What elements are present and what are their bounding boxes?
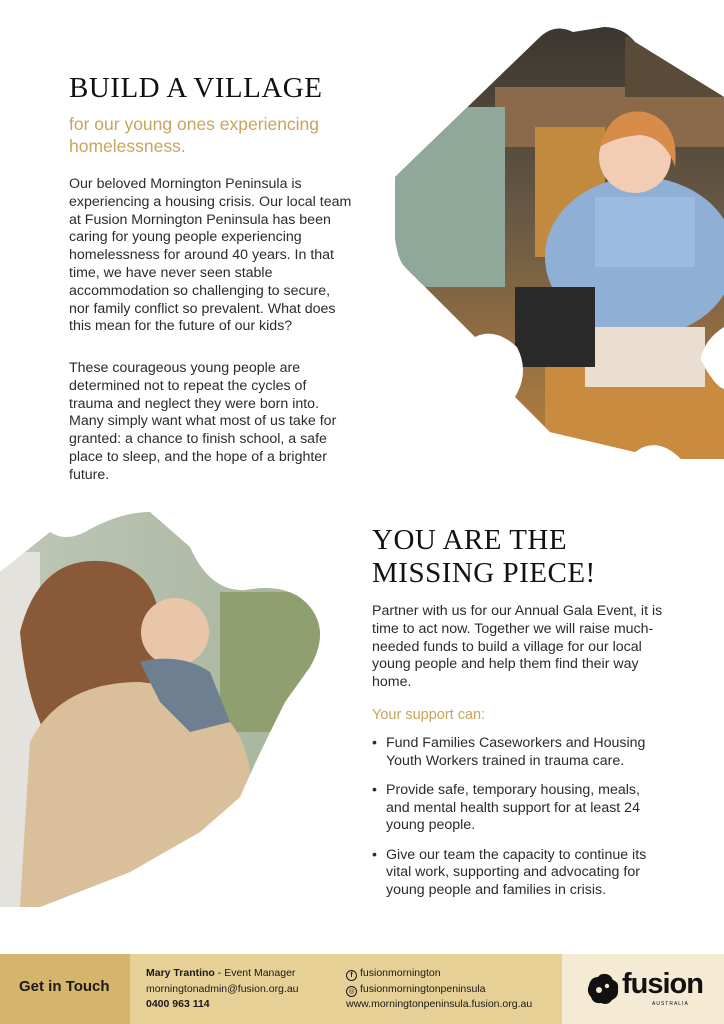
support-list [372,735,662,911]
support-list-item [372,782,662,835]
support-list-item [372,847,662,900]
support-heading: Your support can: [372,707,486,723]
instagram-link[interactable] [346,982,532,998]
contact-phone[interactable]: 0400 963 114 [146,998,210,1010]
puzzle-photo-smiling-girl [395,27,724,459]
intro-paragraph-1: Our beloved Mornington Peninsula is experiencing a housing crisis. Our local team at Fusion Mornington Peninsula has been caring for young people experiencing homelessness for around 40 years. In that time, we have never seen stable accommodation so challenging to secure, nor family conflict so prevalent. What does this mean for the future of our kids? [69,176,352,335]
social-details [346,966,532,1013]
instagram-handle: fusionmorningtonpeninsula [360,982,486,995]
footer [0,954,724,1024]
facebook-link[interactable] [346,966,532,982]
instagram-icon: ◎ [346,986,357,997]
support-list-item [372,735,662,770]
support-list-item-text: Fund Families Caseworkers and Housing Youth Workers trained in trauma care. [386,735,646,769]
gala-paragraph: Partner with us for our Annual Gala Event, it is time to act now. Together we will raise much-needed funds to build a village for our local young people and help them find their way home. [372,603,663,691]
contact-email[interactable]: morningtonadmin@fusion.org.au [146,982,299,995]
footer-get-in-touch-panel [0,954,130,1024]
support-list-item-text: Provide safe, temporary housing, meals, and mental health support for at least 24 young people. [386,782,640,833]
website-link[interactable]: www.morningtonpeninsula.fusion.org.au [346,998,533,1010]
missing-piece-title-line2: MISSING PIECE! [372,557,596,589]
build-a-village-title: BUILD A VILLAGE [69,72,323,104]
get-in-touch-label: Get in Touch [19,978,110,995]
build-a-village-subtitle: for our young ones experiencing homelessness. [69,114,320,156]
fusion-logo-subtext: AUSTRALIA [652,1001,689,1007]
bullet-dot-icon: • [372,782,377,798]
bullet-dot-icon: • [372,846,377,863]
missing-piece-title [372,524,672,590]
support-list-item-text: Give our team the capacity to continue its vital work, supporting and advocating for young people and families in crisis. [386,846,647,898]
fusion-logo-icon [586,972,620,1006]
contact-role: - Event Manager [217,967,296,979]
bullet-dot-icon: • [372,735,377,751]
facebook-handle: fusionmornington [360,967,441,979]
missing-piece-title-line1: YOU ARE THE [372,524,568,556]
fusion-logo [586,968,706,1010]
contact-details [146,966,299,1013]
intro-paragraph-2: These courageous young people are determined not to repeat the cycles of trauma and neglect they were born into. Many simply want what most of us take for granted: a chance to finish school, a safe place to sleep, and the hope of a brighter future. [69,360,337,483]
puzzle-photo-mother-and-baby [0,512,330,907]
facebook-icon: f [346,970,357,981]
contact-name: Mary Trantino [146,967,215,979]
fusion-logo-text: fusion [622,968,703,1000]
